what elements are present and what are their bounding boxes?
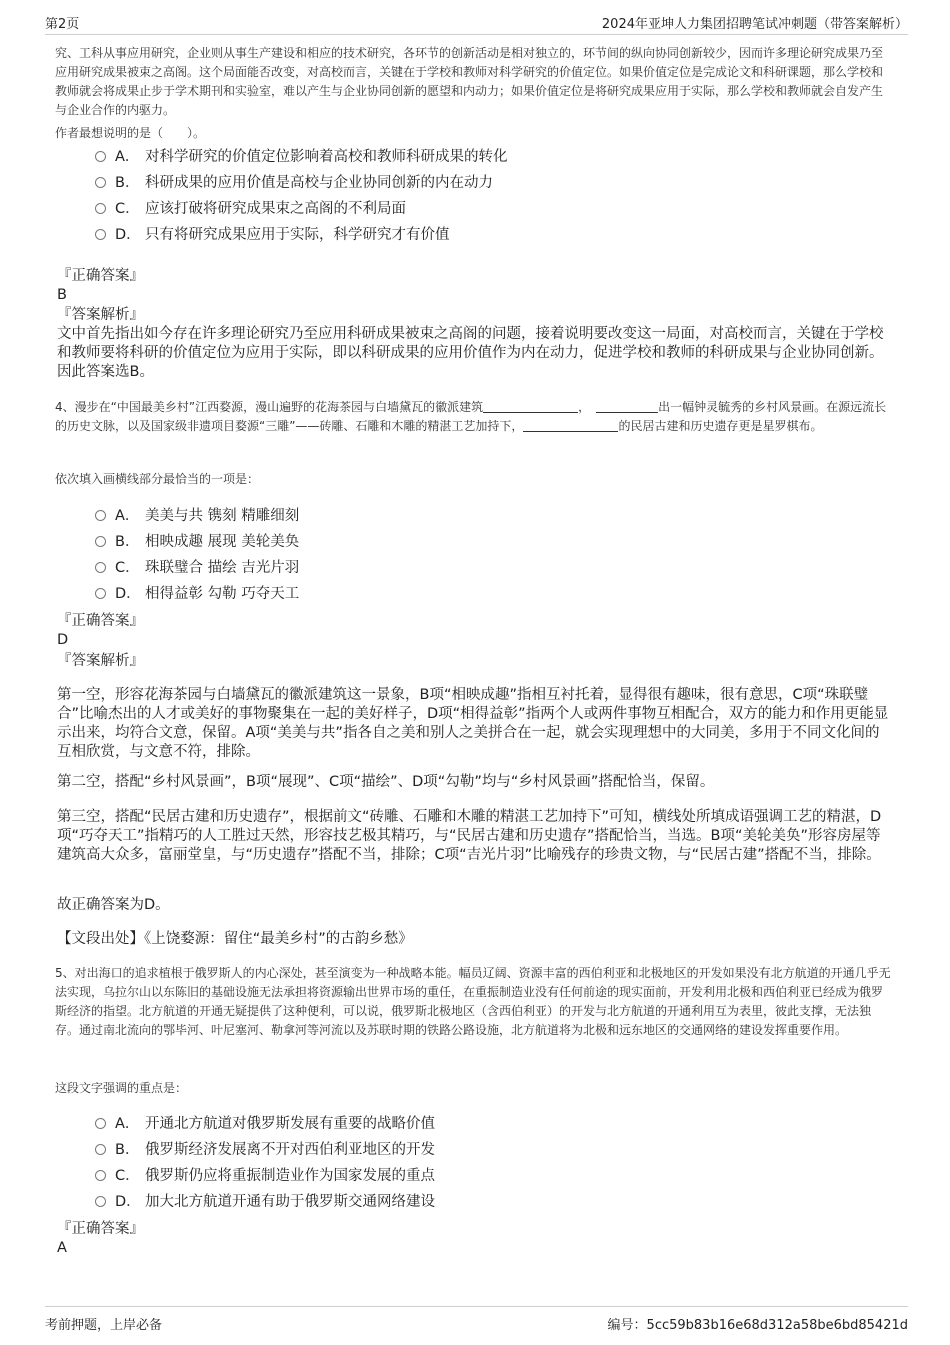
code-value: 5cc59b83b16e68d312a58be6bd85421d <box>646 1318 908 1333</box>
q5-option-c[interactable] <box>95 1166 435 1186</box>
q4-answer-label: 『正确答案』 <box>57 613 144 629</box>
option-text: 俄罗斯仍应将重振制造业作为国家发展的重点 <box>145 1168 435 1184</box>
q3-option-a[interactable] <box>95 147 508 167</box>
radio-icon[interactable] <box>95 562 106 573</box>
q5-option-a[interactable] <box>95 1114 435 1134</box>
q4-option-b[interactable] <box>95 532 299 552</box>
q4-analysis-paragraph: 第二空，搭配“乡村风景画”，B项“展现”、C项“描绘”、D项“勾勒”均与“乡村风景画”搭配恰当，保留。 <box>57 774 715 790</box>
option-key: A． <box>115 508 140 524</box>
radio-icon[interactable] <box>95 588 106 599</box>
q4-question: 依次填入画横线部分最恰当的一项是： <box>55 472 260 486</box>
q4-conclusion: 故正确答案为D。 <box>57 897 170 913</box>
q5-option-d[interactable] <box>95 1192 435 1212</box>
option-key: B． <box>115 175 140 191</box>
q4-passage-part: 的民居古建和历史遗存更是星罗棋布。 <box>618 419 823 433</box>
radio-icon[interactable] <box>95 1144 106 1155</box>
q5-option-b[interactable] <box>95 1140 435 1160</box>
q3-option-b[interactable] <box>95 173 493 193</box>
q5-question: 这段文字强调的重点是： <box>55 1081 188 1095</box>
option-text: 相得益彰 勾勒 巧夺天工 <box>145 586 300 602</box>
q4-passage-part: 4、漫步在“中国最美乡村”江西婺源，漫山遍野的花海茶园与白墙黛瓦的徽派建筑 <box>55 400 484 414</box>
option-key: C． <box>115 560 140 576</box>
radio-icon[interactable] <box>95 1170 106 1181</box>
option-key: D． <box>115 1194 141 1210</box>
option-key: A． <box>115 149 140 165</box>
option-key: A． <box>115 1116 140 1132</box>
radio-icon[interactable] <box>95 177 106 188</box>
q4-analysis-paragraph: 第一空，形容花海茶园与白墙黛瓦的徽派建筑这一景象，B项“相映成趣”指相互衬托着，显得很有趣味，很有意思，C项“珠联璧合”比喻杰出的人才或美好的事物聚集在一起的美好样子，D项“相得益彰”指两个人或两件事物互相配合，双方的能力和作用更能显示出来，均符合文意，保留。A项“美美与共”指各自之美和别人之美拼合在一起，就会实现理想中的大同美，多用于不同文化间的互相欣赏，与文意不符，排除。 <box>57 687 889 760</box>
option-key: B． <box>115 1142 140 1158</box>
q3-analysis-label: 『答案解析』 <box>57 307 144 323</box>
radio-icon[interactable] <box>95 510 106 521</box>
q4-analysis-label: 『答案解析』 <box>57 653 144 669</box>
radio-icon[interactable] <box>95 203 106 214</box>
q4-source: 【文段出处】《上饶婺源：留住“最美乡村”的古韵乡愁》 <box>57 931 413 947</box>
q3-option-c[interactable] <box>95 199 406 219</box>
radio-icon[interactable] <box>95 229 106 240</box>
q4-analysis-paragraph: 第三空，搭配“民居古建和历史遗存”，根据前文“砖雕、石雕和木雕的精湛工艺加持下”可知，横线处所填成语强调工艺的精湛，D项“巧夺天工”指精巧的人工胜过天然，形容技艺极其精巧，与“民居古建和历史遗存”搭配恰当，当选。B项“美轮美奂”形容房屋等建筑高大众多，富丽堂皇，与“历史遗存”搭配不当，排除；C项“吉光片羽”比喻残存的珍贵文物，与“民居古建”搭配不当，排除。 <box>57 809 882 863</box>
option-key: D． <box>115 227 141 243</box>
option-key: C． <box>115 1168 140 1184</box>
q4-option-c[interactable] <box>95 558 299 578</box>
option-text: 只有将研究成果应用于实际，科学研究才有价值 <box>145 227 450 243</box>
q5-passage: 5、对出海口的追求植根于俄罗斯人的内心深处，甚至演变为一种战略本能。幅员辽阔、资源丰富的西伯利亚和北极地区的开发如果没有北方航道的开通几乎无法实现，乌拉尔山以东陈旧的基础设施无法承担将资源输出世界市场的重任，在重振制造业没有任何前途的现实面前，开发利用北极和西伯利亚已经成为俄罗斯经济的指望。北方航道的开通无疑提供了这种便利，可以说，俄罗斯北极地区（含西伯利亚）的开发与北方航道的开通利用互为表里，彼此支撑，无法独存。通过南北流向的鄂毕河、叶尼塞河、勒拿河等河流以及苏联时期的铁路公路设施，北方航道将为北极和远东地区的交通网络的建设发挥重要作用。 <box>55 966 891 1037</box>
q3-answer-label: 『正确答案』 <box>57 268 144 284</box>
fill-blank-2 <box>596 399 658 413</box>
q5-answer: A <box>57 1240 67 1256</box>
option-text: 应该打破将研究成果束之高阁的不利局面 <box>145 201 406 217</box>
option-text: 科研成果的应用价值是高校与企业协同创新的内在动力 <box>145 175 493 191</box>
radio-icon[interactable] <box>95 536 106 547</box>
code-label: 编号： <box>607 1318 647 1333</box>
radio-icon[interactable] <box>95 151 106 162</box>
q3-analysis: 文中首先指出如今存在许多理论研究乃至应用科研成果被束之高阁的问题，接着说明要改变这一局面，对高校而言，关键在于学校和教师要将科研的价值定位为应用于实际，即以科研成果的应用价值作为内在动力，促进学校和教师的科研成果与企业协同创新。因此答案选B。 <box>57 326 884 380</box>
option-key: C． <box>115 201 140 217</box>
q3-answer: B <box>57 287 67 303</box>
option-text: 相映成趣 展现 美轮美奂 <box>145 534 300 550</box>
q4-option-a[interactable] <box>95 506 299 526</box>
q3-passage: 究、工科从事应用研究，企业则从事生产建设和相应的技术研究，各环节的创新活动是相对独立的，环节间的纵向协同创新较少，因而许多理论研究成果乃至应用研究成果被束之高阁。这个局面能否改变，对高校而言，关键在于学校和教师对科学研究的价值定位。如果价值定位是完成论文和科研课题，那么学校和教师就会将成果止步于学术期刊和实验室，难以产生与企业协同创新的愿望和内动力；如果价值定位是将研究成果应用于实际，那么学校和教师就会自发产生与企业合作的内驱力。 <box>55 46 884 117</box>
q3-option-d[interactable] <box>95 225 450 245</box>
option-text: 开通北方航道对俄罗斯发展有重要的战略价值 <box>145 1116 435 1132</box>
q4-passage-part: ， <box>578 400 591 414</box>
option-text: 对科学研究的价值定位影响着高校和教师科研成果的转化 <box>145 149 508 165</box>
document-code <box>608 1314 908 1333</box>
q3-question: 作者最想说明的是（ ）。 <box>55 126 206 140</box>
footer-slogan: 考前押题，上岸必备 <box>45 1318 163 1333</box>
radio-icon[interactable] <box>95 1118 106 1129</box>
page-header <box>45 12 908 35</box>
q4-passage-part: 出一幅钟灵毓秀的乡村风景画。在源远流长的历史文脉，以及国家级非遗项目婺源“三雕”——砖雕、石雕和木雕的精湛工艺加持下， <box>55 400 887 433</box>
option-text: 美美与共 镌刻 精雕细刻 <box>145 508 300 524</box>
q4-passage <box>55 398 891 436</box>
document-title: 2024年亚坤人力集团招聘笔试冲刺题（带答案解析） <box>601 17 908 32</box>
option-text: 珠联璧合 描绘 吉光片羽 <box>145 560 300 576</box>
q4-answer: D <box>57 632 69 648</box>
option-key: D． <box>115 586 141 602</box>
q4-option-d[interactable] <box>95 584 299 604</box>
q5-answer-label: 『正确答案』 <box>57 1221 144 1237</box>
option-text: 俄罗斯经济发展离不开对西伯利亚地区的开发 <box>145 1142 435 1158</box>
option-key: B． <box>115 534 140 550</box>
page-footer <box>45 1306 908 1331</box>
fill-blank-1 <box>483 399 578 413</box>
fill-blank-3 <box>523 418 618 432</box>
radio-icon[interactable] <box>95 1196 106 1207</box>
page-number: 第2页 <box>45 17 80 32</box>
option-text: 加大北方航道开通有助于俄罗斯交通网络建设 <box>145 1194 435 1210</box>
